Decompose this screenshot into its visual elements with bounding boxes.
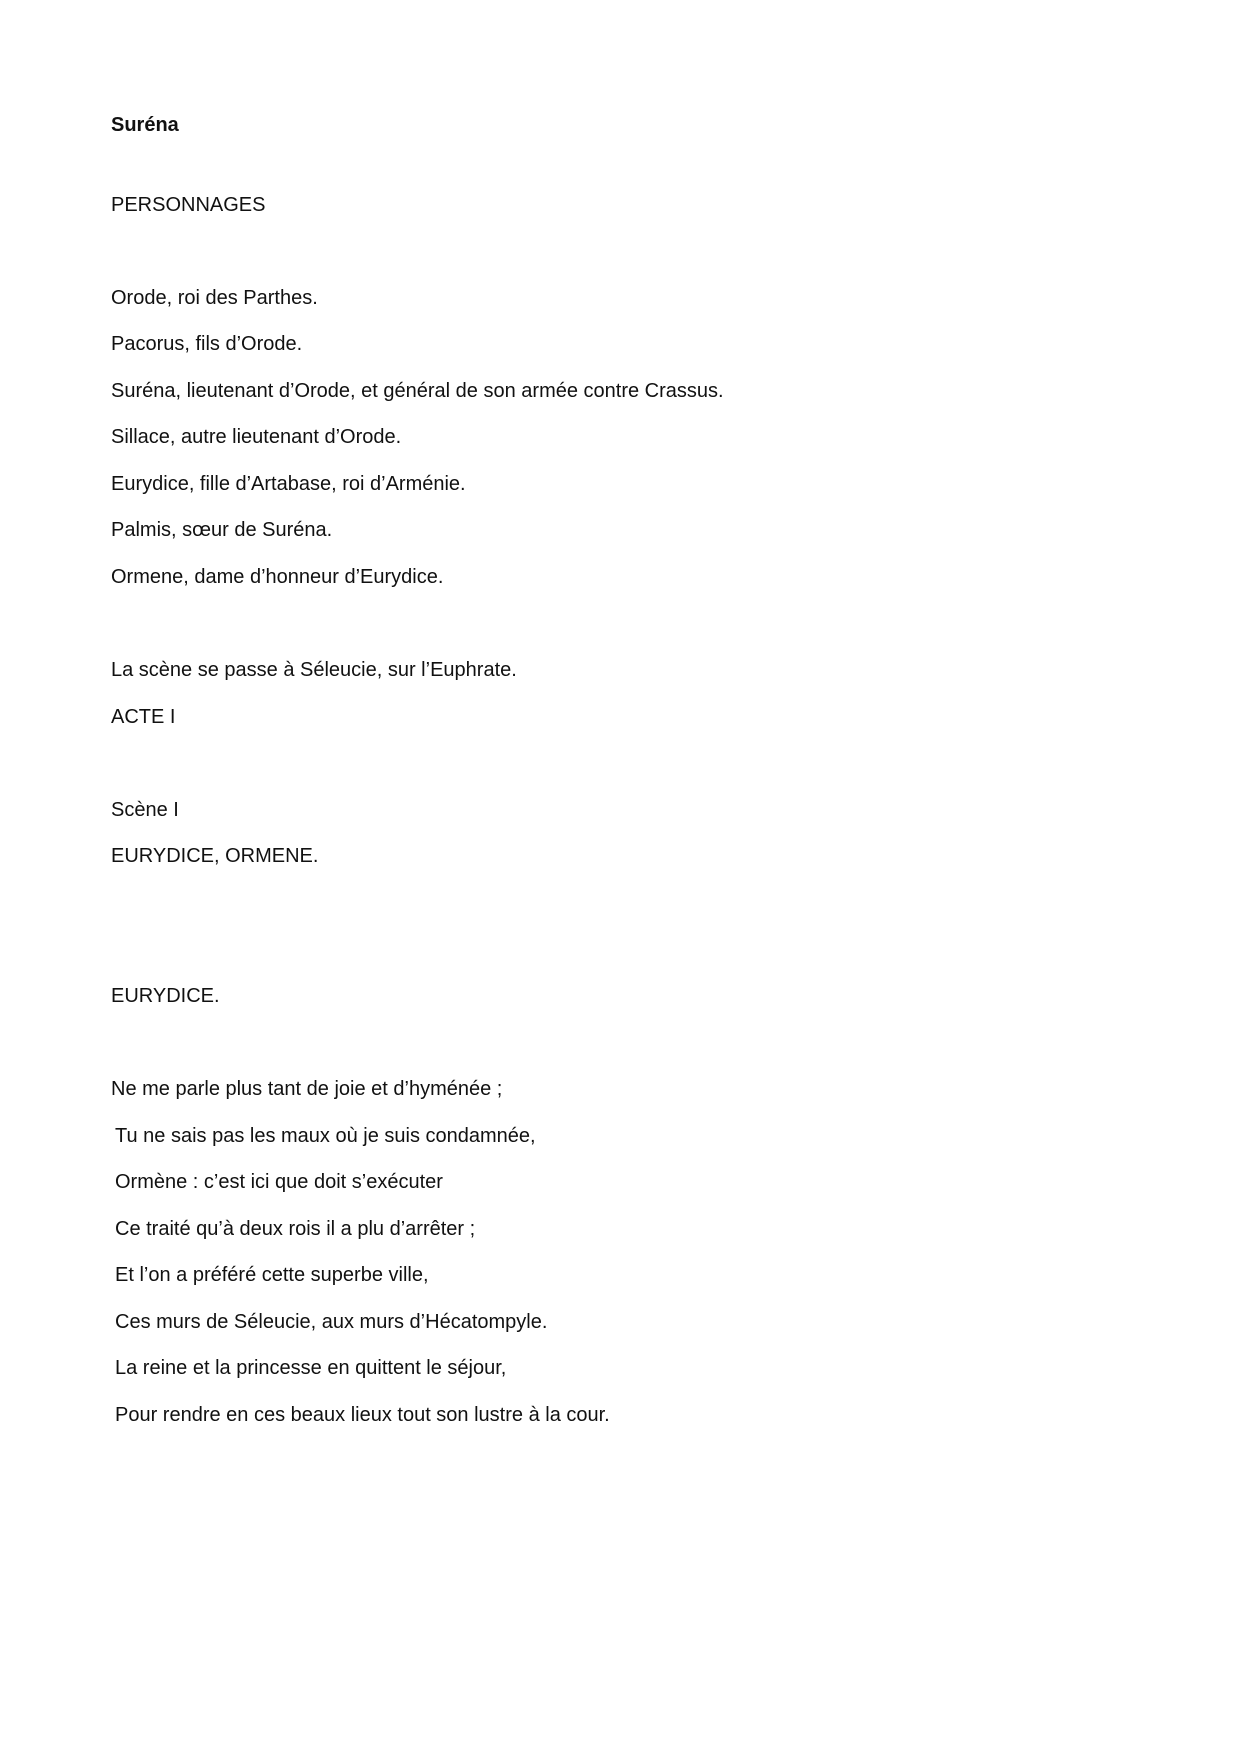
setting-line: La scène se passe à Séleucie, sur l’Euphrate. <box>111 659 517 681</box>
character-line: Suréna, lieutenant d’Orode, et général de son armée contre Crassus. <box>111 380 724 402</box>
scene-characters: EURYDICE, ORMENE. <box>111 845 319 867</box>
verse-line: Tu ne sais pas les maux où je suis condamnée, <box>115 1125 536 1147</box>
verse-line: Ne me parle plus tant de joie et d’hyménée ; <box>111 1078 503 1100</box>
character-line: Orode, roi des Parthes. <box>111 287 318 309</box>
character-line: Sillace, autre lieutenant d’Orode. <box>111 426 402 448</box>
verse-line: Pour rendre en ces beaux lieux tout son lustre à la cour. <box>115 1404 610 1426</box>
verse-line: Ce traité qu’à deux rois il a plu d’arrêter ; <box>115 1218 476 1240</box>
personnages-heading: PERSONNAGES <box>111 194 266 216</box>
play-title: Suréna <box>111 114 179 136</box>
character-line: Ormene, dame d’honneur d’Eurydice. <box>111 566 444 588</box>
verse-line: La reine et la princesse en quittent le séjour, <box>115 1357 507 1379</box>
act-heading: ACTE I <box>111 706 176 728</box>
character-line: Palmis, sœur de Suréna. <box>111 519 333 541</box>
character-line: Pacorus, fils d’Orode. <box>111 333 303 355</box>
scene-heading: Scène I <box>111 799 179 821</box>
speaker-name: EURYDICE. <box>111 985 220 1007</box>
character-line: Eurydice, fille d’Artabase, roi d’Arménie. <box>111 473 466 495</box>
verse-line: Ormène : c’est ici que doit s’exécuter <box>115 1171 443 1193</box>
verse-line: Ces murs de Séleucie, aux murs d’Hécatompyle. <box>115 1311 548 1333</box>
verse-line: Et l’on a préféré cette superbe ville, <box>115 1264 429 1286</box>
